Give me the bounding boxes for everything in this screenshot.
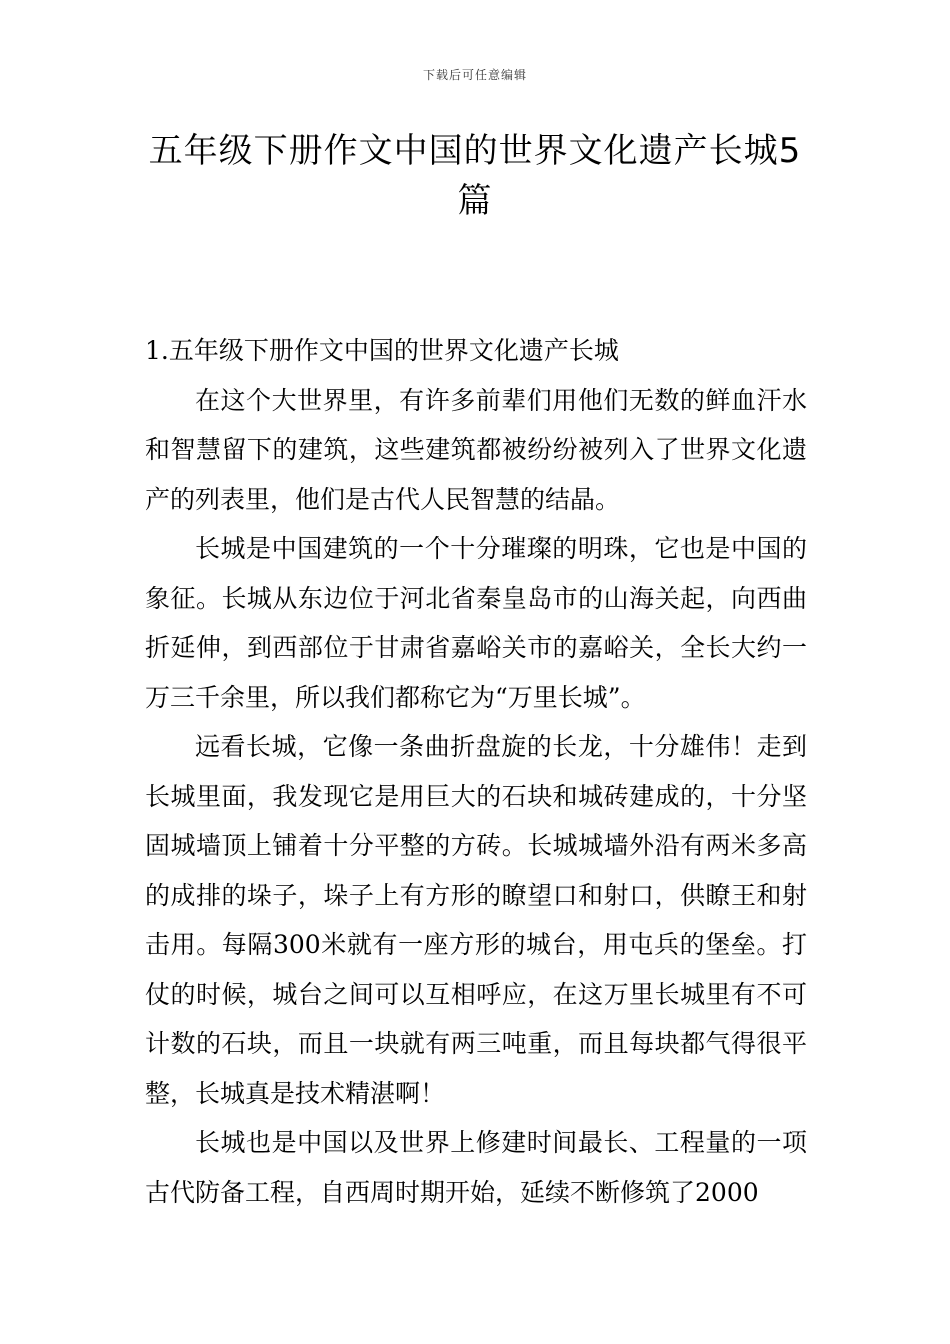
- paragraph: 长城是中国建筑的一个十分璀璨的明珠，它也是中国的象征。长城从东边位于河北省秦皇岛市的山海关起，向西曲折延伸，到西部位于甘肃省嘉峪关市的嘉峪关，全长大约一万三千余里，所以我们都称它为“万里长城”。: [145, 534, 807, 712]
- document-body: [145, 326, 807, 1217]
- paragraph: 在这个大世界里，有许多前辈们用他们无数的鲜血汗水和智慧留下的建筑，这些建筑都被纷纷被列入了世界文化遗产的列表里，他们是古代人民智慧的结晶。: [145, 385, 807, 514]
- header-note: 下载后可任意编辑: [422, 68, 527, 82]
- document-title: 五年级下册作文中国的世界文化遗产长城5篇: [148, 131, 802, 221]
- paragraph: 长城也是中国以及世界上修建时间最长、工程量的一项古代防备工程，自西周时期开始，延续不断修筑了2000: [145, 1128, 807, 1207]
- paragraph: 远看长城，它像一条曲折盘旋的长龙，十分雄伟！走到长城里面，我发现它是用巨大的石块和城砖建成的，十分坚固城墙顶上铺着十分平整的方砖。长城城墙外沿有两米多高的成排的垛子，垛子上有方形的瞭望口和射口，供瞭王和射击用。每隔300米就有一座方形的城台，用屯兵的堡垒。打仗的时候，城台之间可以互相呼应，在这万里长城里有不可计数的石块，而且一块就有两三吨重，而且每块都气得很平整，长城真是技术精湛啊！: [145, 732, 807, 1108]
- section-heading: 1.五年级下册作文中国的世界文化遗产长城: [145, 336, 619, 365]
